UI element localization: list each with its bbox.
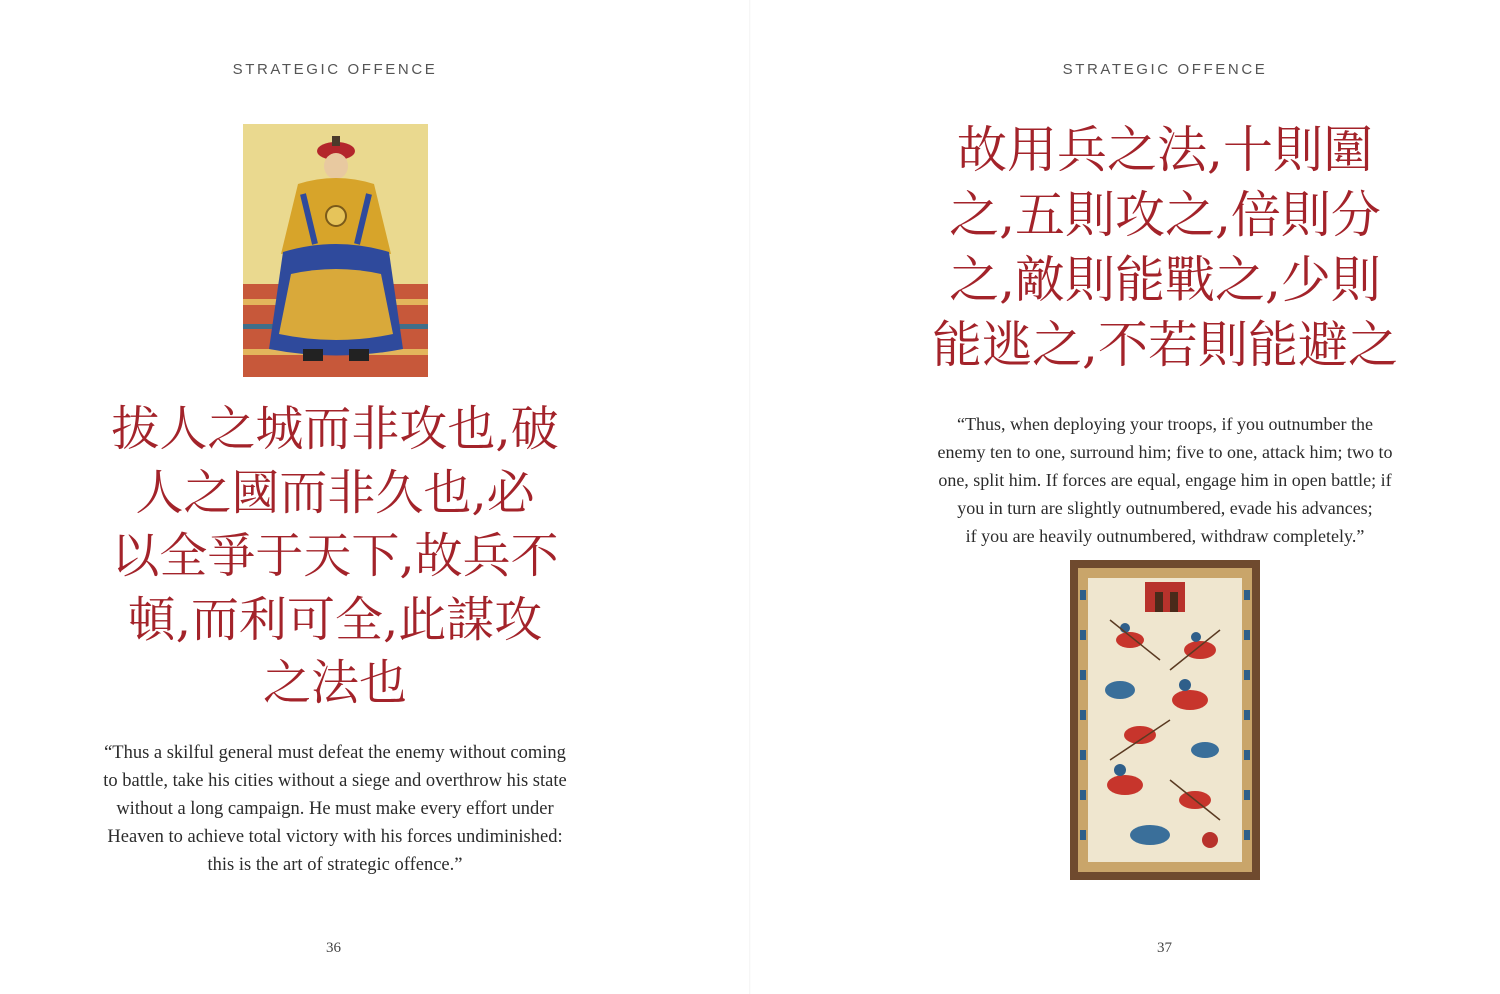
running-head: STRATEGIC OFFENCE [1062,61,1268,78]
quote-line: Heaven to achieve total victory with his forces undiminished: [107,827,563,847]
quote-line: if you are heavily outnumbered, withdraw completely.” [965,526,1365,546]
chinese-line: 人之國而非久也,必 [135,464,535,521]
right-page [750,0,1500,994]
chinese-line: 頓,而利可全,此謀攻 [127,591,543,648]
quote-line: “Thus a skilful general must defeat the enemy without coming [104,743,566,763]
running-head: STRATEGIC OFFENCE [232,61,438,78]
quote-line: enemy ten to one, surround him; five to one, attack him; two to [937,442,1393,462]
chinese-line: 拔人之城而非攻也,破 [111,401,559,457]
chinese-line: 以全爭于天下,故兵不 [111,528,559,584]
chinese-line: 故用兵之法,十則圍 [957,121,1373,179]
emperor-portrait-illustration [243,124,428,377]
page-number: 36 [326,940,341,956]
quote-line: you in turn are slightly outnumbered, evade his advances; [957,498,1373,518]
quote-line: to battle, take his cities without a siege and overthrow his state [103,771,567,791]
chinese-line: 之法也 [262,655,407,711]
chinese-verse [860,118,1470,378]
chinese-line: 能逃之,不若則能避之 [932,316,1398,374]
chinese-verse [60,398,610,716]
quote-line: one, split him. If forces are equal, engage him in open battle; if [938,470,1392,490]
quote-line: “Thus, when deploying your troops, if you outnumber the [957,414,1373,434]
english-quote [60,739,610,879]
chinese-line: 之,敵則能戰之,少則 [949,251,1381,309]
quote-line: without a long campaign. He must make every effort under [116,799,554,819]
page-number: 37 [1157,940,1172,956]
quote-line: this is the art of strategic offence.” [207,855,463,875]
battle-scene-illustration [1070,560,1260,880]
chinese-line: 之,五則攻之,倍則分 [949,186,1381,244]
english-quote [890,410,1440,550]
